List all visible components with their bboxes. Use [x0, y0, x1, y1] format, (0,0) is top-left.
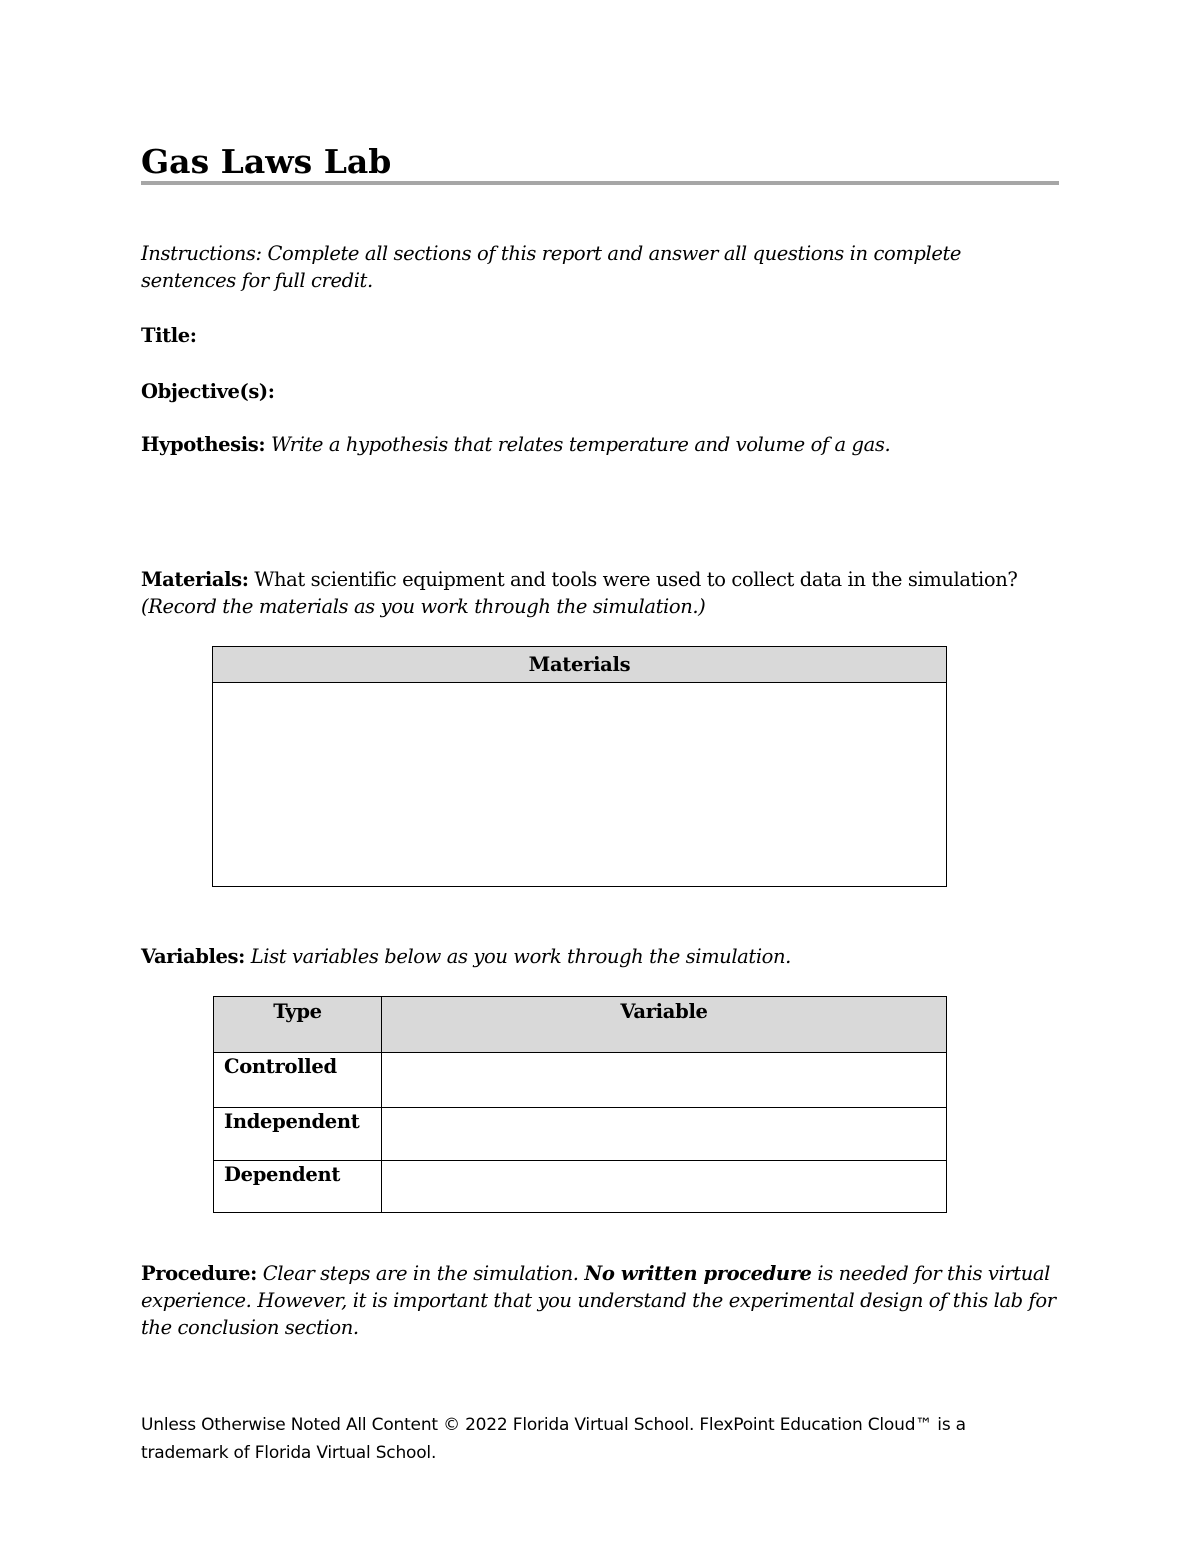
hypothesis-prompt: Write a hypothesis that relates temperature and volume of a gas. [270, 433, 891, 456]
variables-table [213, 996, 947, 1213]
materials-question: What scientific equipment and tools were used to collect data in the simulation? [254, 568, 1018, 591]
objective-field-label: Objective(s): [141, 380, 275, 403]
materials-label: Materials: [141, 568, 249, 591]
title-field-label: Title: [141, 324, 197, 347]
table-row [214, 1161, 947, 1213]
variable-column-header: Variable [382, 997, 947, 1053]
materials-table-cell[interactable] [213, 683, 947, 887]
materials-section [141, 566, 1061, 620]
materials-table-header: Materials [213, 647, 947, 683]
variables-label: Variables: [141, 945, 245, 968]
table-row [214, 1108, 947, 1161]
row-type-dependent: Dependent [214, 1161, 382, 1213]
table-row [214, 1053, 947, 1108]
row-type-controlled: Controlled [214, 1053, 382, 1108]
hypothesis-section [141, 431, 1061, 458]
materials-note: (Record the materials as you work through the simulation.) [141, 595, 706, 618]
row-type-independent: Independent [214, 1108, 382, 1161]
materials-table [212, 646, 947, 887]
hypothesis-label: Hypothesis: [141, 433, 266, 456]
procedure-label: Procedure: [141, 1262, 257, 1285]
type-column-header: Type [214, 997, 382, 1053]
procedure-text-after: is needed for this virtual experience. However, it is important that you understand the experimental design of this lab for the conclusion section. [141, 1262, 1056, 1339]
instructions-text: Instructions: Complete all sections of this report and answer all questions in complete sentences for full credit. [141, 242, 962, 292]
title-divider [141, 181, 1059, 185]
procedure-text-before: Clear steps are in the simulation. [262, 1262, 579, 1285]
variables-text: List variables below as you work through the simulation. [250, 945, 791, 968]
controlled-variable-cell[interactable] [382, 1053, 947, 1108]
copyright-footer: Unless Otherwise Noted All Content © 2022 Florida Virtual School. FlexPoint Education Cloud™ is a trademark of Florida Virtual School. [141, 1415, 966, 1463]
dependent-variable-cell[interactable] [382, 1161, 947, 1213]
page-title: Gas Laws Lab [141, 142, 392, 181]
variables-section [141, 943, 1061, 970]
independent-variable-cell[interactable] [382, 1108, 947, 1161]
procedure-section [141, 1260, 1061, 1341]
procedure-emphasis: No written procedure [584, 1262, 812, 1285]
